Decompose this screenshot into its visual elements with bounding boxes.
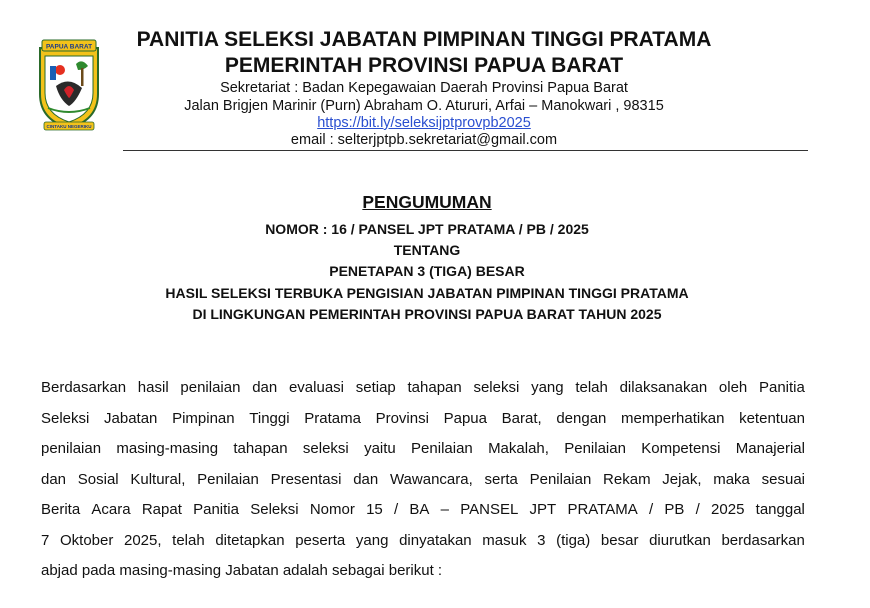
logo-label: PAPUA BARAT <box>45 43 93 51</box>
announcement-subject-line-1: PENETAPAN 3 (TIGA) BESAR <box>329 263 525 279</box>
announcement-title: PENGUMUMAN <box>362 192 492 212</box>
announcement-about: TENTANG <box>393 242 461 258</box>
logo-motto: CINTAKU NEGERIKU <box>46 124 92 129</box>
announcement-subject-line-2: HASIL SELEKSI TERBUKA PENGISIAN JABATAN PIMPINAN TINGGI PRATAMA <box>165 285 689 301</box>
body-line: penilaian masing-masing tahapan seleksi yaitu Penilaian Makalah, Penilaian Kompetensi Manajerial <box>41 440 805 457</box>
papua-barat-emblem-logo <box>36 36 102 132</box>
body-paragraph <box>41 377 805 591</box>
body-line: abjad pada masing-masing Jabatan adalah sebagai berikut : <box>41 562 443 579</box>
body-line: Seleksi Jabatan Pimpinan Tinggi Pratama Provinsi Papua Barat, dengan memperhatikan ketentuan <box>41 409 805 427</box>
body-line: 7 Oktober 2025, telah ditetapkan peserta yang dinyatakan masuk 3 (tiga) besar diurutkan berdasarkan <box>41 531 805 549</box>
government-title: PEMERINTAH PROVINSI PAPUA BARAT <box>224 54 624 77</box>
committee-title: PANITIA SELEKSI JABATAN PIMPINAN TINGGI PRATAMA <box>136 28 712 51</box>
body-line: Berdasarkan hasil penilaian dan evaluasi setiap tahapan seleksi yang telah dilaksanakan oleh Panitia <box>41 379 805 396</box>
announcement-subject-line-3: DI LINGKUNGAN PEMERINTAH PROVINSI PAPUA BARAT TAHUN 2025 <box>192 306 662 322</box>
body-line: dan Sosial Kultural, Penilaian Presentasi dan Wawancara, serta Penilaian Rekam Jejak, maka sesuai <box>41 470 805 488</box>
announcement-number: NOMOR : 16 / PANSEL JPT PRATAMA / PB / 2025 <box>265 221 589 237</box>
header-divider <box>123 150 808 151</box>
body-line: Berita Acara Rapat Panitia Seleksi Nomor 15 / BA – PANSEL JPT PRATAMA / PB / 2025 tanggal <box>41 501 805 518</box>
secretariat-line: Sekretariat : Badan Kepegawaian Daerah Provinsi Papua Barat <box>220 80 628 96</box>
address-line: Jalan Brigjen Marinir (Purn) Abraham O. Atururi, Arfai – Manokwari , 98315 <box>184 98 664 114</box>
website-link[interactable]: https://bit.ly/seleksijptprovpb2025 <box>317 115 531 131</box>
email-line: email : selterjptpb.sekretariat@gmail.com <box>290 132 558 148</box>
